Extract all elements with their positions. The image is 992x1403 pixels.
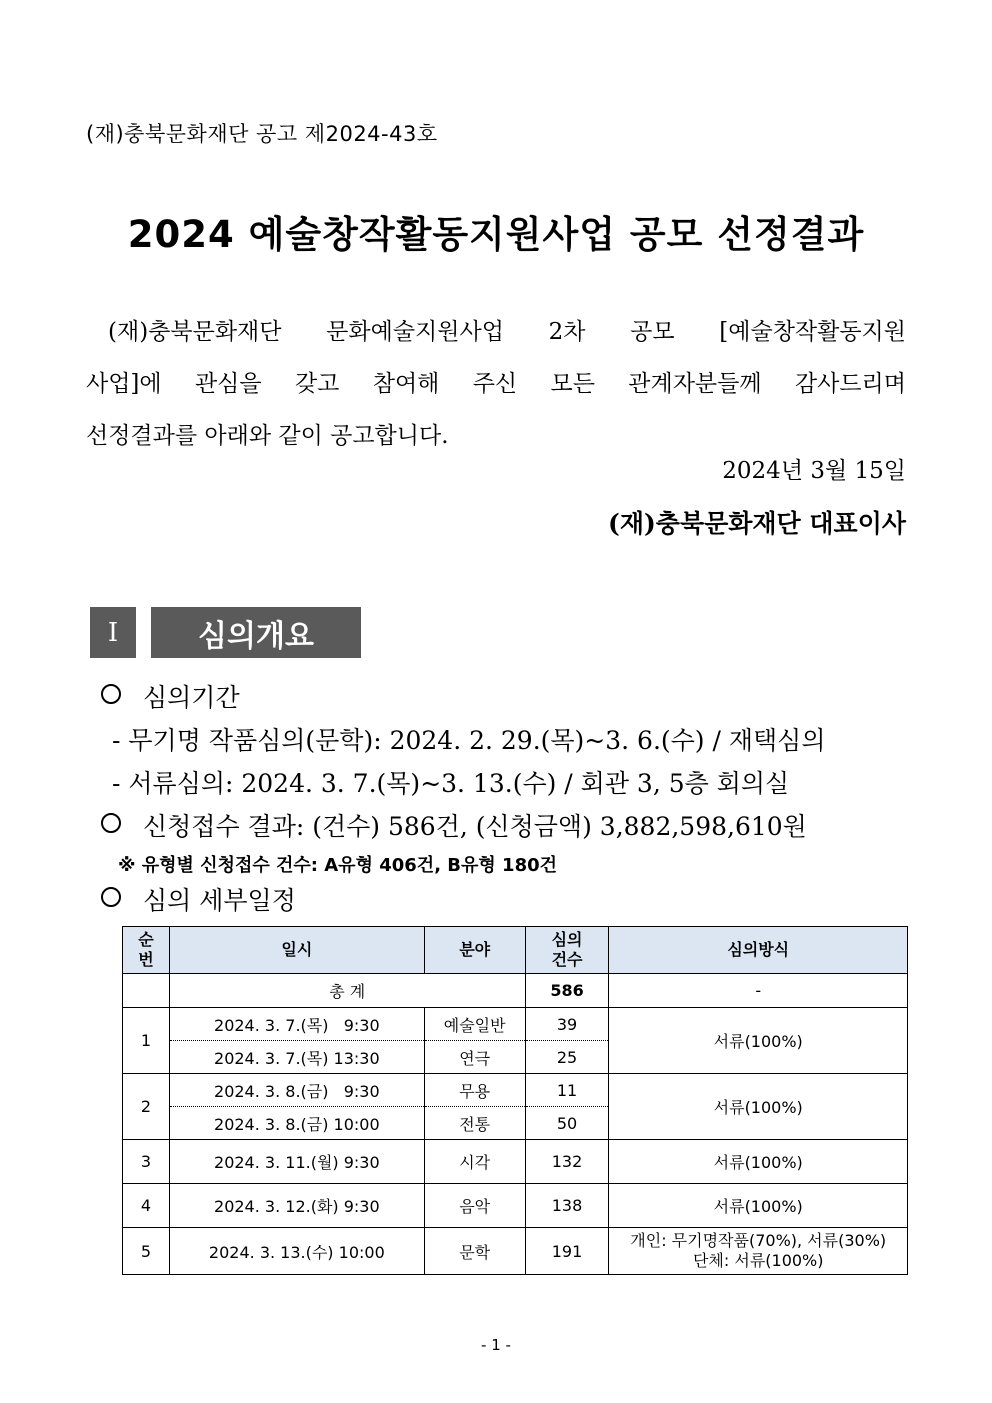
row-field: 전통 [424, 1107, 525, 1140]
row-field: 예술일반 [424, 1008, 525, 1041]
row-count: 132 [525, 1140, 609, 1184]
bullet-applications [101, 807, 807, 843]
total-label: 총 계 [169, 974, 525, 1008]
header-field: 분야 [424, 927, 525, 974]
row-no: 4 [123, 1184, 170, 1228]
method-line: 단체: 서류(100%) [692, 1251, 824, 1270]
table-row [123, 1008, 908, 1041]
total-method: - [609, 974, 908, 1008]
row-field: 무용 [424, 1074, 525, 1107]
page-number: - 1 - [481, 1336, 511, 1354]
row-datetime: 2024. 3. 7.(목) 9:30 [169, 1008, 424, 1041]
section-title: 심의개요 [151, 607, 361, 658]
row-no: 3 [123, 1140, 170, 1184]
total-row [123, 974, 908, 1008]
table-header-row [123, 927, 908, 974]
notice-number: (재)충북문화재단 공고 제2024-43호 [86, 122, 438, 146]
bullet-schedule [101, 881, 296, 917]
row-no: 2 [123, 1074, 170, 1140]
header-datetime: 일시 [169, 927, 424, 974]
row-datetime: 2024. 3. 13.(수) 10:00 [169, 1228, 424, 1275]
intro-line: (재)충북문화재단 문화예술지원사업 2차 공모 [예술창작활동지원 [108, 319, 906, 345]
row-method: 서류(100%) [609, 1008, 908, 1074]
intro-line: 선정결과를 아래와 같이 공고합니다. [86, 423, 449, 449]
period-item: - 서류심의: 2024. 3. 7.(목)~3. 13.(수) / 회관 3, 5층 회의실 [112, 769, 790, 798]
row-count: 39 [525, 1008, 609, 1041]
schedule-table [122, 926, 908, 1275]
header-method: 심의방식 [609, 927, 908, 974]
section-number: Ⅰ [90, 607, 136, 658]
row-count: 50 [525, 1107, 609, 1140]
row-field: 음악 [424, 1184, 525, 1228]
header-no: 순 번 [123, 927, 170, 974]
row-field: 문학 [424, 1228, 525, 1275]
type-note: ※ 유형별 신청접수 건수: A유형 406건, B유형 180건 [118, 855, 558, 876]
row-datetime: 2024. 3. 12.(화) 9:30 [169, 1184, 424, 1228]
total-no-cell [123, 974, 170, 1008]
method-line: 개인: 무기명작품(70%), 서류(30%) [630, 1231, 887, 1250]
row-datetime: 2024. 3. 11.(월) 9:30 [169, 1140, 424, 1184]
table-row [123, 1184, 908, 1228]
row-field: 연극 [424, 1041, 525, 1074]
row-no: 1 [123, 1008, 170, 1074]
total-count: 586 [525, 974, 609, 1008]
row-no: 5 [123, 1228, 170, 1275]
row-datetime: 2024. 3. 8.(금) 9:30 [169, 1074, 424, 1107]
row-datetime: 2024. 3. 7.(목) 13:30 [169, 1041, 424, 1074]
bullet-period [101, 678, 240, 714]
table-row [123, 1140, 908, 1184]
row-method: 서류(100%) [609, 1074, 908, 1140]
period-item: - 무기명 작품심의(문학): 2024. 2. 29.(목)~3. 6.(수) / 재택심의 [112, 726, 826, 755]
announcement-date: 2024년 3월 15일 [722, 458, 906, 484]
signer: (재)충북문화재단 대표이사 [607, 509, 906, 538]
row-count: 138 [525, 1184, 609, 1228]
row-method [609, 1228, 908, 1275]
row-method: 서류(100%) [609, 1140, 908, 1184]
row-count: 11 [525, 1074, 609, 1107]
header-count: 심의 건수 [525, 927, 609, 974]
bullet-label: 심의기간 [143, 683, 240, 712]
table-row [123, 1228, 908, 1275]
table-row [123, 1074, 908, 1107]
page-title: 2024 예술창작활동지원사업 공모 선정결과 [127, 213, 865, 256]
circle-bullet-icon [101, 887, 121, 907]
bullet-label: 심의 세부일정 [143, 886, 296, 915]
circle-bullet-icon [101, 813, 121, 833]
intro-paragraph [86, 306, 906, 462]
intro-line: 사업]에 관심을 갖고 참여해 주신 모든 관계자분들께 감사드리며 [86, 371, 906, 397]
row-field: 시각 [424, 1140, 525, 1184]
row-method: 서류(100%) [609, 1184, 908, 1228]
row-count: 191 [525, 1228, 609, 1275]
row-count: 25 [525, 1041, 609, 1074]
row-datetime: 2024. 3. 8.(금) 10:00 [169, 1107, 424, 1140]
circle-bullet-icon [101, 684, 121, 704]
bullet-label: 신청접수 결과: (건수) 586건, (신청금액) 3,882,598,610원 [143, 812, 807, 841]
